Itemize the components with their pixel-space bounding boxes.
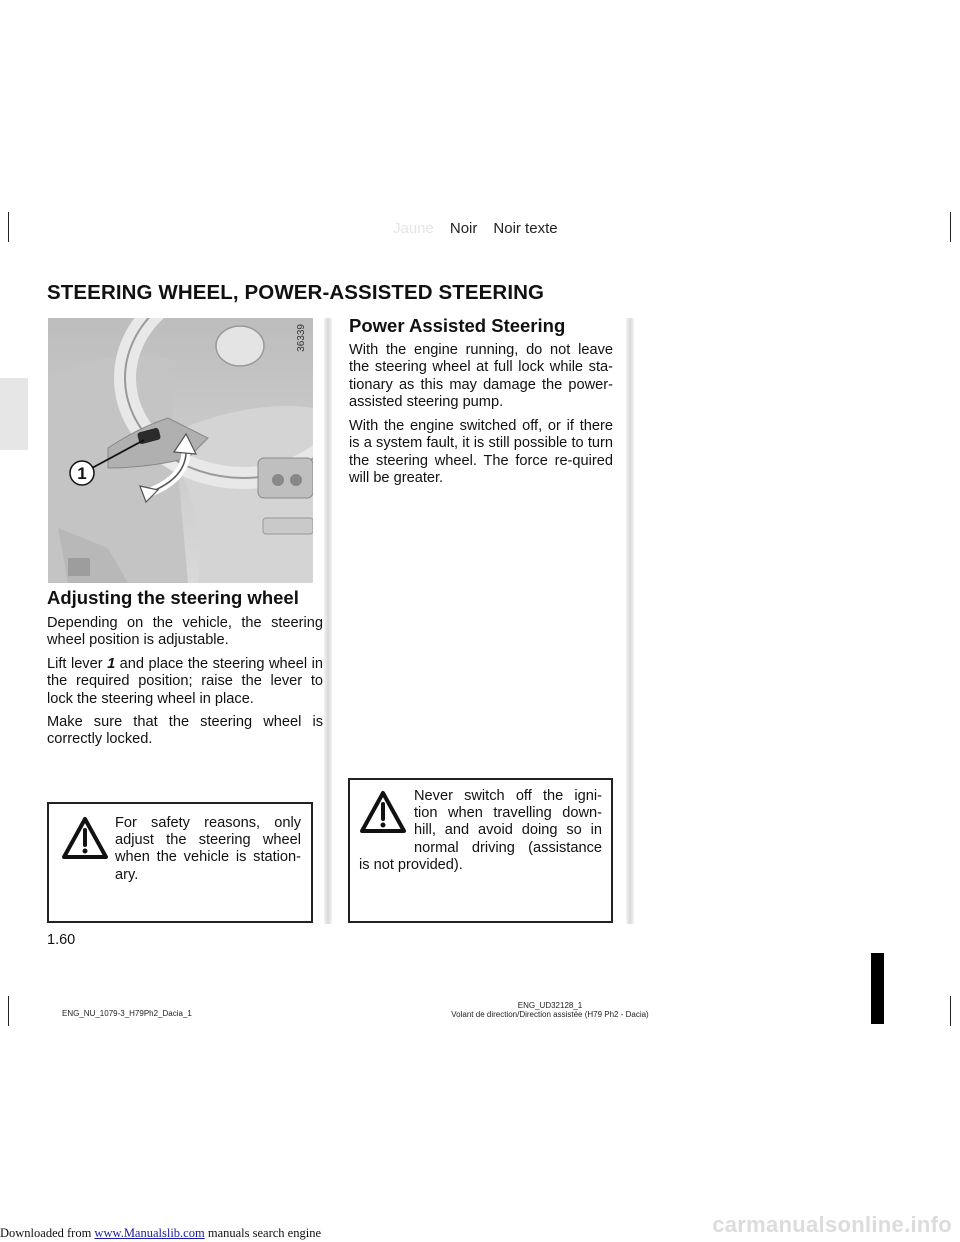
column-rule-right <box>626 318 634 924</box>
figure-code: 36339 <box>296 324 307 352</box>
warning-triangle-icon <box>61 816 109 860</box>
crop-mark-bottom-right <box>950 996 951 1026</box>
section-tab <box>0 378 28 450</box>
manualslib-link[interactable]: www.Manualslib.com <box>94 1226 205 1240</box>
column-rule-middle <box>324 318 332 924</box>
footer-right <box>420 1001 680 1019</box>
page-number: 1.60 <box>47 932 76 948</box>
page-title: STEERING WHEEL, POWER-ASSISTED STEERING <box>47 281 545 304</box>
power-steering-paragraph-2: With the engine switched off, or if there is a system fault, it is still possible to turn the steering wheel. The force re-quired will be greater. <box>349 418 613 487</box>
tag-noir-texte: Noir texte <box>493 220 558 237</box>
adjusting-paragraph-3: Make sure that the steering wheel is correctly locked. <box>47 714 323 748</box>
watermark: carmanualsonline.info <box>712 1212 952 1237</box>
heading-power-steering: Power Assisted Steering <box>349 315 566 336</box>
footer-left-code: ENG_NU_1079-3_H79Ph2_Dacia_1 <box>62 1009 192 1018</box>
lever-reference: 1 <box>107 656 116 672</box>
callout-number: 1 <box>77 464 87 483</box>
adjusting-paragraph-2: Lift lever 1 and place the steering wheel in the required position; raise the lever to lock the steering wheel in place. <box>47 656 323 707</box>
crop-mark-top-right <box>950 212 951 242</box>
footer-right-code: ENG_UD32128_1 <box>517 1001 583 1010</box>
warning-text-ignition: Never switch off the igni- tion when travelling down- hill, and avoid doing so in normal driving (assistance <box>414 788 602 856</box>
bleed-mark <box>871 953 884 1024</box>
warning-text-safety: For safety reasons, only adjust the steering wheel when the vehicle is station- ary. <box>115 815 301 883</box>
tag-jaune: Jaune <box>393 220 434 237</box>
heading-adjusting: Adjusting the steering wheel <box>47 587 299 608</box>
tag-noir: Noir <box>449 220 478 237</box>
color-separation-tags <box>393 220 558 237</box>
warning-text-ignition-last: is not provided). <box>359 857 463 873</box>
power-steering-paragraph-1: With the engine running, do not leave the steering wheel at full lock while sta-tionary as this may damage the power-assisted steering pump. <box>349 342 613 411</box>
warning-box-ignition <box>348 778 613 923</box>
adjusting-paragraph-1: Depending on the vehicle, the steering wheel position is adjustable. <box>47 615 323 649</box>
download-bar: Downloaded from www.Manualslib.com manuals search engine <box>0 1226 321 1240</box>
steering-wheel-drawing <box>48 318 313 583</box>
crop-mark-bottom-left <box>8 996 9 1026</box>
crop-mark-top-left <box>8 212 9 242</box>
warning-triangle-icon <box>359 790 407 834</box>
warning-box-safety <box>47 802 313 923</box>
footer-right-description: Volant de direction/Direction assistée (H79 Ph2 - Dacia) <box>451 1010 649 1019</box>
steering-wheel-illustration <box>48 318 313 583</box>
